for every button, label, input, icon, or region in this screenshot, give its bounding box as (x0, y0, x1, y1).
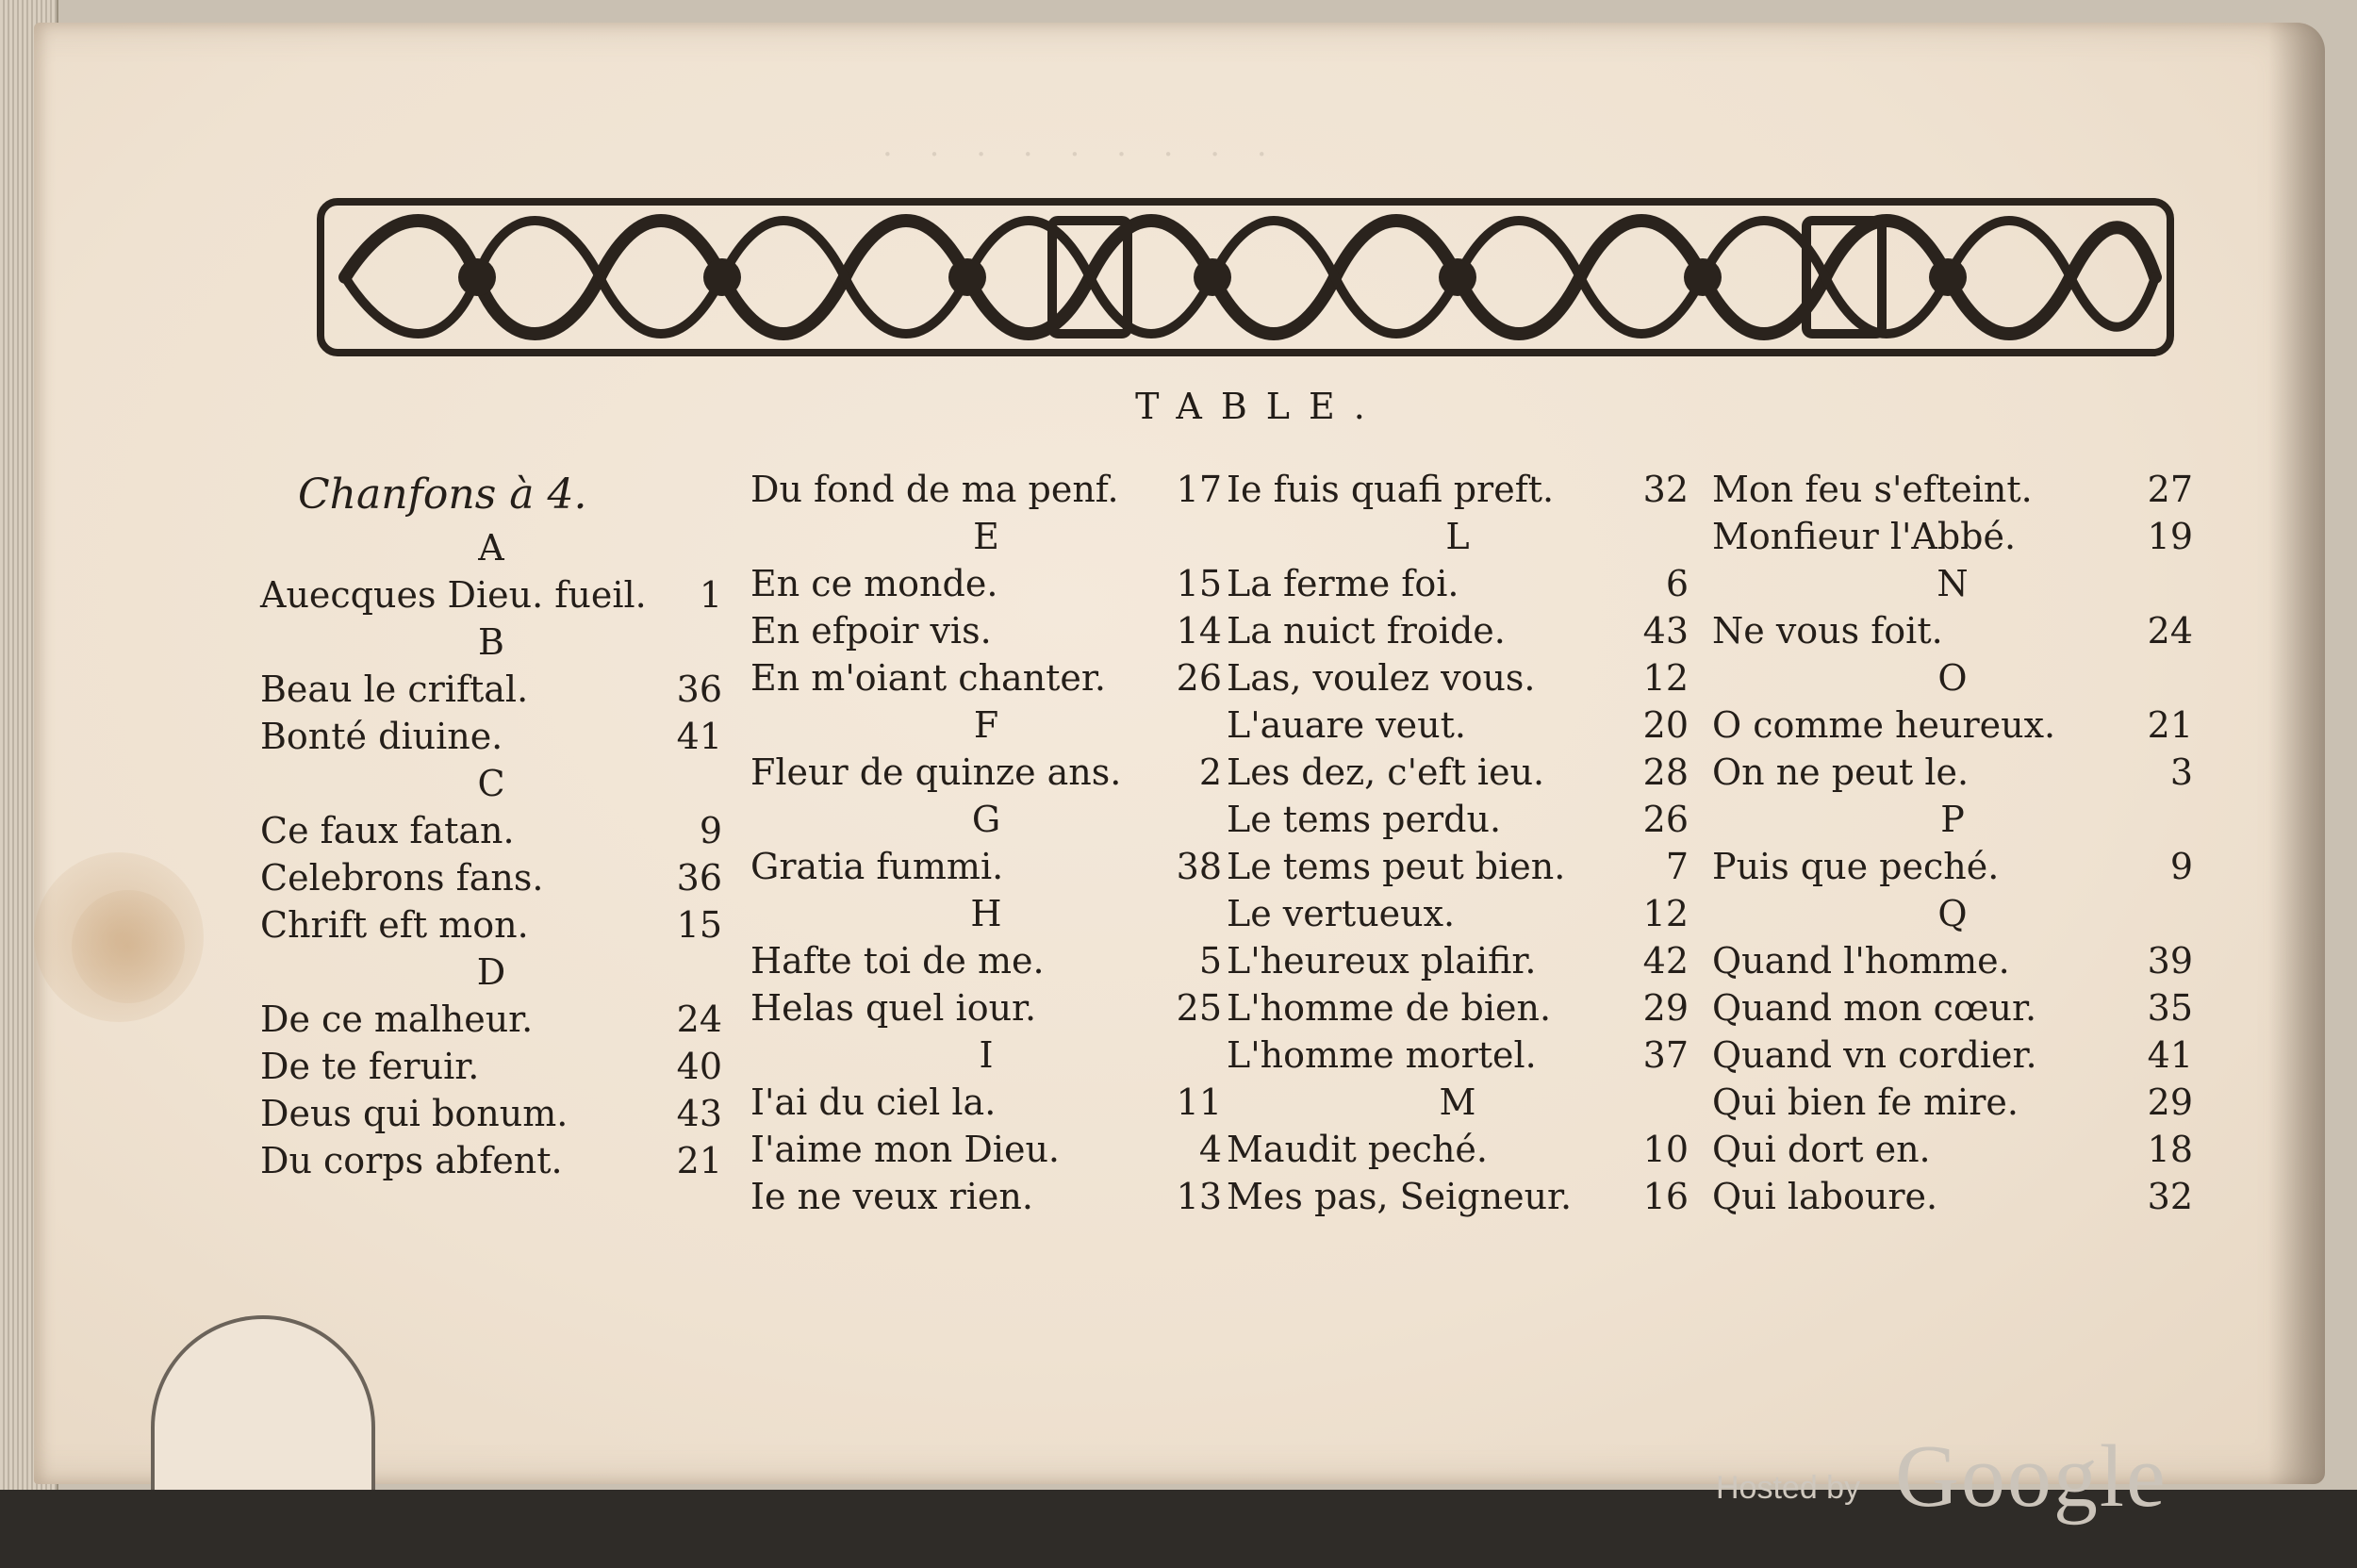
entry-title: O comme heureux. (1712, 704, 2056, 746)
entry-title: L'auare veut. (1227, 704, 1466, 746)
index-entry (1227, 1126, 1689, 1173)
entry-page-number: 39 (2147, 940, 2193, 982)
index-entry (260, 1043, 722, 1090)
entry-title: Qui laboure. (1712, 1176, 1938, 1217)
entry-page-number: 25 (1176, 987, 1222, 1029)
index-entry (1227, 1032, 1689, 1079)
index-column-2 (750, 466, 1222, 1220)
index-entry (260, 1090, 722, 1137)
alphabet-letter: B (478, 621, 504, 663)
book-page (34, 23, 2325, 1484)
entry-page-number: 38 (1176, 846, 1222, 887)
entry-title: En m'oiant chanter. (750, 657, 1106, 699)
entry-title: Le vertueux. (1227, 893, 1456, 934)
alphabet-letter: L (1445, 516, 1470, 557)
entry-page-number: 6 (1665, 563, 1689, 604)
entry-title: Puis que peché. (1712, 846, 2000, 887)
alphabet-letter: O (1937, 657, 1968, 699)
index-entry (1712, 513, 2193, 560)
entry-title: De te feruir. (260, 1046, 480, 1087)
alphabet-letter: P (1940, 799, 1965, 840)
entry-page-number: 32 (2147, 1176, 2193, 1217)
entry-title: En ce monde. (750, 563, 998, 604)
index-entry (750, 466, 1222, 513)
entry-title: Mon feu s'efteint. (1712, 469, 2033, 510)
watermark-brand: Google (1895, 1428, 2167, 1526)
index-entry (750, 984, 1222, 1032)
entry-title: Mes pas, Seigneur. (1227, 1176, 1573, 1217)
hosted-by-google-watermark (1716, 1428, 2282, 1527)
entry-page-number: 16 (1642, 1176, 1689, 1217)
entry-title: En efpoir vis. (750, 610, 992, 652)
entry-title: Las, voulez vous. (1227, 657, 1536, 699)
entry-page-number: 32 (1642, 469, 1689, 510)
entry-title: L'homme mortel. (1227, 1034, 1537, 1076)
entry-title: On ne peut le. (1712, 751, 1970, 793)
index-entry (1227, 607, 1689, 654)
index-entry (1227, 701, 1689, 749)
index-entry (750, 1173, 1222, 1220)
entry-page-number: 26 (1176, 657, 1222, 699)
alphabet-letter: N (1937, 563, 1969, 604)
alphabet-letter: D (476, 951, 506, 993)
index-entry (260, 901, 722, 949)
alphabet-letter: C (477, 763, 505, 804)
entry-title: Ce faux fatan. (260, 810, 515, 851)
index-entry (260, 807, 722, 854)
entry-title: Du fond de ma penf. (750, 469, 1119, 510)
entry-title: Maudit peché. (1227, 1129, 1489, 1170)
entry-page-number: 15 (676, 904, 722, 946)
entry-page-number: 12 (1642, 893, 1689, 934)
entry-title: Helas quel iour. (750, 987, 1037, 1029)
index-entry (1227, 560, 1689, 607)
alphabet-letter: I (979, 1034, 994, 1076)
entry-title: Chrift eft mon. (260, 904, 529, 946)
index-entry (1712, 937, 2193, 984)
entry-page-number: 9 (2169, 846, 2193, 887)
entry-title: Fleur de quinze ans. (750, 751, 1122, 793)
entry-page-number: 41 (676, 716, 722, 757)
entry-page-number: 10 (1642, 1129, 1689, 1170)
index-entry (1227, 796, 1689, 843)
entry-title: Les dez, c'eft ieu. (1227, 751, 1545, 793)
alphabet-letter: A (478, 527, 504, 569)
index-column-4 (1712, 466, 2193, 1220)
entry-page-number: 28 (1642, 751, 1689, 793)
bleed-through-text: · · · · · · · · · (882, 136, 1280, 173)
entry-title: De ce malheur. (260, 999, 534, 1040)
index-entry (750, 749, 1222, 796)
entry-page-number: 18 (2147, 1129, 2193, 1170)
entry-title: Beau le criftal. (260, 668, 529, 710)
entry-title: L'homme de bien. (1227, 987, 1552, 1029)
entry-title: Ne vous foit. (1712, 610, 1943, 652)
alphabet-letter: G (971, 799, 1001, 840)
index-entry (1712, 1079, 2193, 1126)
index-entry (1712, 984, 2193, 1032)
entry-title: I'aime mon Dieu. (750, 1129, 1060, 1170)
entry-page-number: 24 (676, 999, 722, 1040)
index-entry (750, 1079, 1222, 1126)
index-entry (1712, 843, 2193, 890)
index-entry (1712, 1173, 2193, 1220)
watermark-hosted-text: Hosted by (1716, 1470, 1861, 1506)
index-entry (750, 937, 1222, 984)
entry-page-number: 13 (1176, 1176, 1222, 1217)
entry-title: Bonté diuine. (260, 716, 503, 757)
index-entry (1712, 701, 2193, 749)
entry-page-number: 27 (2147, 469, 2193, 510)
entry-page-number: 20 (1642, 704, 1689, 746)
index-entry (750, 654, 1222, 701)
index-entry (260, 854, 722, 901)
entry-title: La nuict froide. (1227, 610, 1506, 652)
entry-page-number: 19 (2147, 516, 2193, 557)
entry-page-number: 11 (1176, 1081, 1222, 1123)
entry-page-number: 17 (1176, 469, 1222, 510)
index-entry (1227, 843, 1689, 890)
entry-title: Ie fuis quafi preft. (1227, 469, 1555, 510)
entry-title: Monfieur l'Abbé. (1712, 516, 2017, 557)
index-entry (260, 996, 722, 1043)
entry-title: Le tems peut bien. (1227, 846, 1566, 887)
entry-title: Quand l'homme. (1712, 940, 2010, 982)
index-column-1 (260, 466, 722, 1184)
alphabet-letter: H (970, 893, 1002, 934)
entry-page-number: 29 (1642, 987, 1689, 1029)
entry-page-number: 9 (699, 810, 722, 851)
index-entry (1227, 984, 1689, 1032)
entry-title: I'ai du ciel la. (750, 1081, 997, 1123)
entry-page-number: 36 (676, 857, 722, 899)
alphabet-letter: Q (1937, 893, 1968, 934)
entry-page-number: 24 (2147, 610, 2193, 652)
entry-page-number: 40 (676, 1046, 722, 1087)
index-entry (260, 713, 722, 760)
entry-page-number: 26 (1642, 799, 1689, 840)
entry-page-number: 37 (1642, 1034, 1689, 1076)
alphabet-letter: F (973, 704, 999, 746)
entry-title: La ferme foi. (1227, 563, 1459, 604)
entry-title: Auecques Dieu. fueil. (260, 574, 647, 616)
index-entry (1712, 1126, 2193, 1173)
entry-page-number: 4 (1198, 1129, 1222, 1170)
index-entry (750, 607, 1222, 654)
entry-page-number: 14 (1176, 610, 1222, 652)
entry-page-number: 7 (1665, 846, 1689, 887)
entry-title: Deus qui bonum. (260, 1093, 569, 1134)
paper-stain (72, 890, 185, 1003)
entry-title: Quand vn cordier. (1712, 1034, 2037, 1076)
entry-page-number: 1 (699, 574, 722, 616)
entry-page-number: 3 (2169, 751, 2193, 793)
entry-page-number: 12 (1642, 657, 1689, 699)
index-entry (1227, 466, 1689, 513)
entry-page-number: 21 (676, 1140, 722, 1181)
entry-page-number: 5 (1198, 940, 1222, 982)
entry-title: Qui dort en. (1712, 1129, 1931, 1170)
entry-title: Quand mon cœur. (1712, 987, 2037, 1029)
index-entry (260, 1137, 722, 1184)
index-entry (1227, 890, 1689, 937)
index-entry (1227, 654, 1689, 701)
entry-title: Qui bien fe mire. (1712, 1081, 2019, 1123)
index-entry (750, 1126, 1222, 1173)
entry-title: Celebrons fans. (260, 857, 544, 899)
index-entry (1227, 937, 1689, 984)
page-gutter-shadow (2268, 23, 2325, 1484)
entry-page-number: 42 (1642, 940, 1689, 982)
entry-page-number: 43 (1642, 610, 1689, 652)
entry-title: Hafte toi de me. (750, 940, 1045, 982)
entry-title: Gratia fummi. (750, 846, 1004, 887)
entry-page-number: 35 (2147, 987, 2193, 1029)
index-entry (1227, 1173, 1689, 1220)
entry-page-number: 15 (1176, 563, 1222, 604)
index-entry (1712, 607, 2193, 654)
index-entry (750, 843, 1222, 890)
ornamental-headpiece (317, 183, 2174, 371)
index-column-3 (1227, 466, 1689, 1220)
alphabet-letter: M (1439, 1081, 1476, 1123)
entry-page-number: 41 (2147, 1034, 2193, 1076)
entry-title: Ie ne veux rien. (750, 1176, 1033, 1217)
entry-title: Le tems perdu. (1227, 799, 1502, 840)
alphabet-letter: E (973, 516, 999, 557)
index-entry (1712, 466, 2193, 513)
entry-page-number: 29 (2147, 1081, 2193, 1123)
entry-page-number: 43 (676, 1093, 722, 1134)
index-entry (260, 666, 722, 713)
entry-title: Du corps abfent. (260, 1140, 563, 1181)
section-heading: Chanfons à 4. (298, 470, 587, 519)
index-entry (1712, 1032, 2193, 1079)
index-entry (750, 560, 1222, 607)
index-entry (260, 571, 722, 619)
page-title: TABLE. (1135, 386, 1384, 427)
entry-page-number: 21 (2147, 704, 2193, 746)
index-entry (1227, 749, 1689, 796)
index-entry (1712, 749, 2193, 796)
entry-title: L'heureux plaifir. (1227, 940, 1537, 982)
entry-page-number: 2 (1198, 751, 1222, 793)
entry-page-number: 36 (676, 668, 722, 710)
